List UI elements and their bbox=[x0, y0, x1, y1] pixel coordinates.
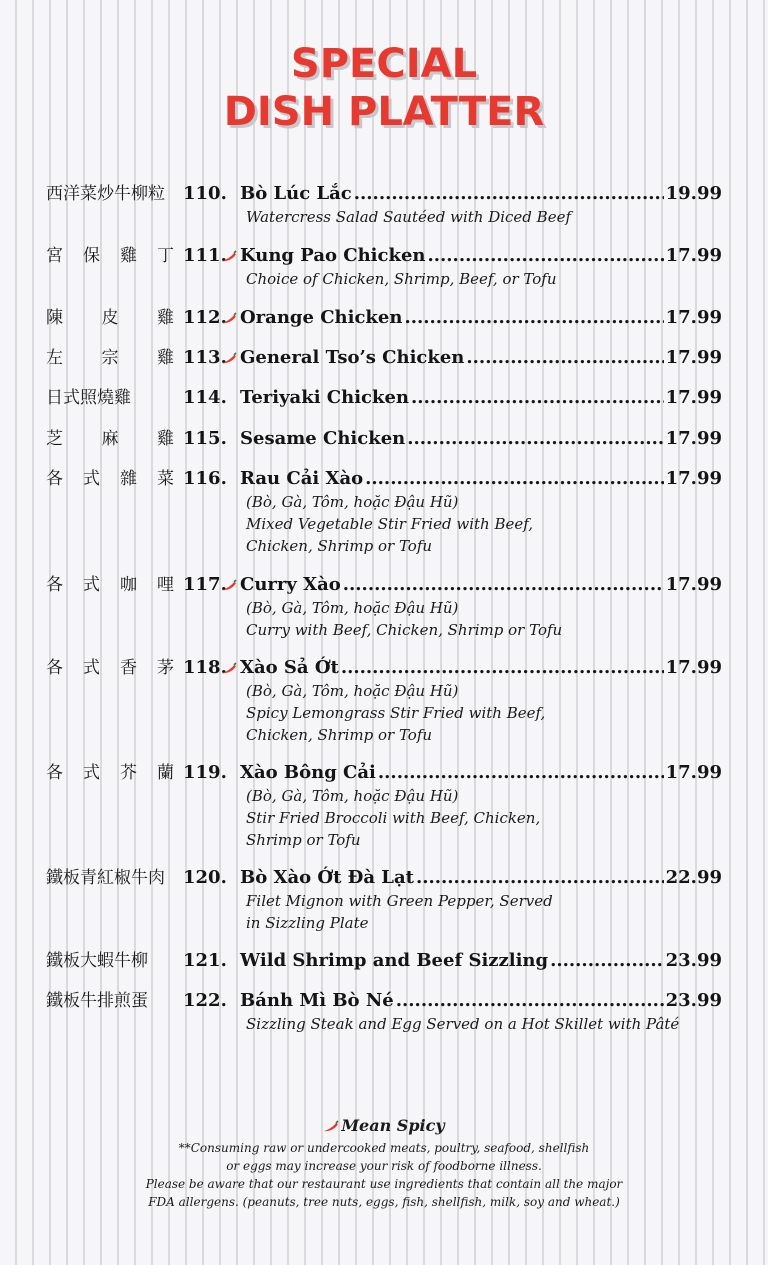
allergen-note bbox=[0, 1139, 768, 1211]
item-price: 23.99 bbox=[665, 950, 722, 971]
item-price: 17.99 bbox=[665, 468, 722, 489]
item-name: Xào Bông Cải bbox=[240, 762, 376, 783]
legend-label: Mean Spicy bbox=[341, 1116, 445, 1135]
description-line: Mixed Vegetable Stir Fried with Beef, bbox=[246, 515, 534, 533]
menu-title bbox=[0, 40, 768, 136]
item-name: Curry Xào bbox=[240, 574, 341, 595]
item-description bbox=[246, 491, 716, 557]
item-name: Rau Cải Xào bbox=[240, 468, 364, 489]
item-description bbox=[246, 1013, 716, 1035]
chinese-name: 左宗雞 bbox=[46, 348, 174, 368]
dot-leader bbox=[466, 346, 663, 370]
note-line: or eggs may increase your risk of foodborne illness. bbox=[226, 1159, 542, 1173]
item-number: 116. bbox=[183, 468, 227, 489]
item-name: Xào Sả Ớt bbox=[240, 657, 339, 678]
item-price: 19.99 bbox=[665, 183, 722, 204]
item-title-row bbox=[240, 427, 722, 451]
chinese-name: 芝麻雞 bbox=[46, 429, 174, 449]
item-description bbox=[246, 890, 716, 934]
item-price: 17.99 bbox=[665, 657, 722, 678]
item-name: Bánh Mì Bò Né bbox=[240, 990, 394, 1011]
dot-leader bbox=[365, 467, 664, 491]
item-price: 17.99 bbox=[665, 428, 722, 449]
item-price: 17.99 bbox=[665, 307, 722, 328]
item-price: 23.99 bbox=[665, 990, 722, 1011]
item-number: 114. bbox=[183, 387, 227, 408]
item-title-row bbox=[240, 656, 722, 680]
chinese-name: 日式照燒雞 bbox=[46, 388, 131, 408]
chinese-name: 陳皮雞 bbox=[46, 308, 174, 328]
description-line: Chicken, Shrimp or Tofu bbox=[246, 726, 433, 744]
chili-pepper-icon bbox=[221, 352, 237, 364]
item-title-row bbox=[240, 989, 722, 1013]
dot-leader bbox=[396, 989, 664, 1013]
item-name: Bò Xào Ớt Đà Lạt bbox=[240, 867, 414, 888]
description-line: Watercress Salad Sautéed with Diced Beef bbox=[246, 208, 571, 226]
item-number: 112. bbox=[183, 307, 227, 328]
description-line: Choice of Chicken, Shrimp, Beef, or Tofu bbox=[246, 270, 557, 288]
item-title-row bbox=[240, 386, 722, 410]
description-line: Stir Fried Broccoli with Beef, Chicken, bbox=[246, 809, 541, 827]
item-number: 113. bbox=[183, 347, 227, 368]
item-title-row bbox=[240, 306, 722, 330]
chinese-name: 鐵板青紅椒牛肉 bbox=[46, 868, 165, 888]
item-title-row bbox=[240, 866, 722, 890]
item-description bbox=[246, 268, 716, 290]
item-name: Teriyaki Chicken bbox=[240, 387, 410, 408]
item-name: Bò Lúc Lắc bbox=[240, 183, 352, 204]
chinese-name: 各式雜菜 bbox=[46, 469, 174, 489]
item-name: General Tso’s Chicken bbox=[240, 347, 465, 368]
item-number: 115. bbox=[183, 428, 227, 449]
item-price: 17.99 bbox=[665, 387, 722, 408]
item-number: 122. bbox=[183, 990, 227, 1011]
item-title-row bbox=[240, 182, 722, 206]
item-number: 117. bbox=[183, 574, 227, 595]
item-number: 111. bbox=[183, 245, 227, 266]
description-line: Spicy Lemongrass Stir Fried with Beef, bbox=[246, 704, 546, 722]
item-description bbox=[246, 785, 716, 851]
chinese-name: 各式芥蘭 bbox=[46, 763, 174, 783]
note-line: Please be aware that our restaurant use ingredients that contain all the major bbox=[145, 1177, 623, 1191]
chinese-name: 鐵板大蝦牛柳 bbox=[46, 951, 148, 971]
note-line: FDA allergens. (peanuts, tree nuts, eggs, fish, shellfish, milk, soy and wheat.) bbox=[148, 1195, 620, 1209]
dot-leader bbox=[341, 656, 664, 680]
description-line: (Bò, Gà, Tôm, hoặc Đậu Hũ) bbox=[246, 787, 459, 805]
dot-leader bbox=[378, 761, 664, 785]
item-price: 22.99 bbox=[665, 867, 722, 888]
description-line: (Bò, Gà, Tôm, hoặc Đậu Hũ) bbox=[246, 682, 459, 700]
dot-leader bbox=[407, 427, 663, 451]
chinese-name: 鐵板牛排煎蛋 bbox=[46, 991, 148, 1011]
title-line-1: SPECIAL bbox=[290, 41, 478, 87]
footer bbox=[0, 1113, 768, 1211]
item-number: 110. bbox=[183, 183, 227, 204]
dot-leader bbox=[427, 244, 663, 268]
description-line: (Bò, Gà, Tôm, hoặc Đậu Hũ) bbox=[246, 493, 459, 511]
description-line: Sizzling Steak and Egg Served on a Hot Skillet with Pâté bbox=[246, 1015, 680, 1033]
chinese-name: 西洋菜炒牛柳粒 bbox=[46, 184, 165, 204]
item-title-row bbox=[240, 573, 722, 597]
description-line: Chicken, Shrimp or Tofu bbox=[246, 537, 433, 555]
note-line: **Consuming raw or undercooked meats, poultry, seafood, shellfish bbox=[178, 1141, 590, 1155]
item-title-row bbox=[240, 467, 722, 491]
dot-leader bbox=[343, 573, 664, 597]
description-line: (Bò, Gà, Tôm, hoặc Đậu Hũ) bbox=[246, 599, 459, 617]
chili-pepper-icon bbox=[323, 1120, 339, 1132]
item-number: 121. bbox=[183, 950, 227, 971]
chili-pepper-icon bbox=[221, 250, 237, 262]
item-description bbox=[246, 597, 716, 641]
item-number: 118. bbox=[183, 657, 227, 678]
item-title-row bbox=[240, 949, 722, 973]
item-number: 119. bbox=[183, 762, 227, 783]
dot-leader bbox=[416, 866, 664, 890]
item-number: 120. bbox=[183, 867, 227, 888]
spicy-legend bbox=[0, 1113, 768, 1139]
chinese-name: 宮保雞丁 bbox=[46, 246, 174, 266]
dot-leader bbox=[354, 182, 664, 206]
chili-pepper-icon bbox=[221, 662, 237, 674]
chinese-name: 各式香茅 bbox=[46, 658, 174, 678]
dot-leader bbox=[404, 306, 663, 330]
description-line: in Sizzling Plate bbox=[246, 914, 369, 932]
item-title-row bbox=[240, 761, 722, 785]
chinese-name: 各式咖哩 bbox=[46, 575, 174, 595]
item-name: Wild Shrimp and Beef Sizzling bbox=[240, 950, 549, 971]
description-line: Curry with Beef, Chicken, Shrimp or Tofu bbox=[246, 621, 563, 639]
dot-leader bbox=[550, 949, 664, 973]
dot-leader bbox=[411, 386, 664, 410]
item-name: Sesame Chicken bbox=[240, 428, 406, 449]
item-price: 17.99 bbox=[665, 574, 722, 595]
description-line: Filet Mignon with Green Pepper, Served bbox=[246, 892, 553, 910]
item-description bbox=[246, 206, 716, 228]
item-name: Kung Pao Chicken bbox=[240, 245, 426, 266]
item-description bbox=[246, 680, 716, 746]
chili-pepper-icon bbox=[221, 312, 237, 324]
description-line: Shrimp or Tofu bbox=[246, 831, 361, 849]
item-price: 17.99 bbox=[665, 762, 722, 783]
item-title-row bbox=[240, 244, 722, 268]
title-line-2: DISH PLATTER bbox=[223, 89, 545, 135]
chili-pepper-icon bbox=[221, 579, 237, 591]
item-name: Orange Chicken bbox=[240, 307, 403, 328]
item-price: 17.99 bbox=[665, 347, 722, 368]
item-price: 17.99 bbox=[665, 245, 722, 266]
item-title-row bbox=[240, 346, 722, 370]
